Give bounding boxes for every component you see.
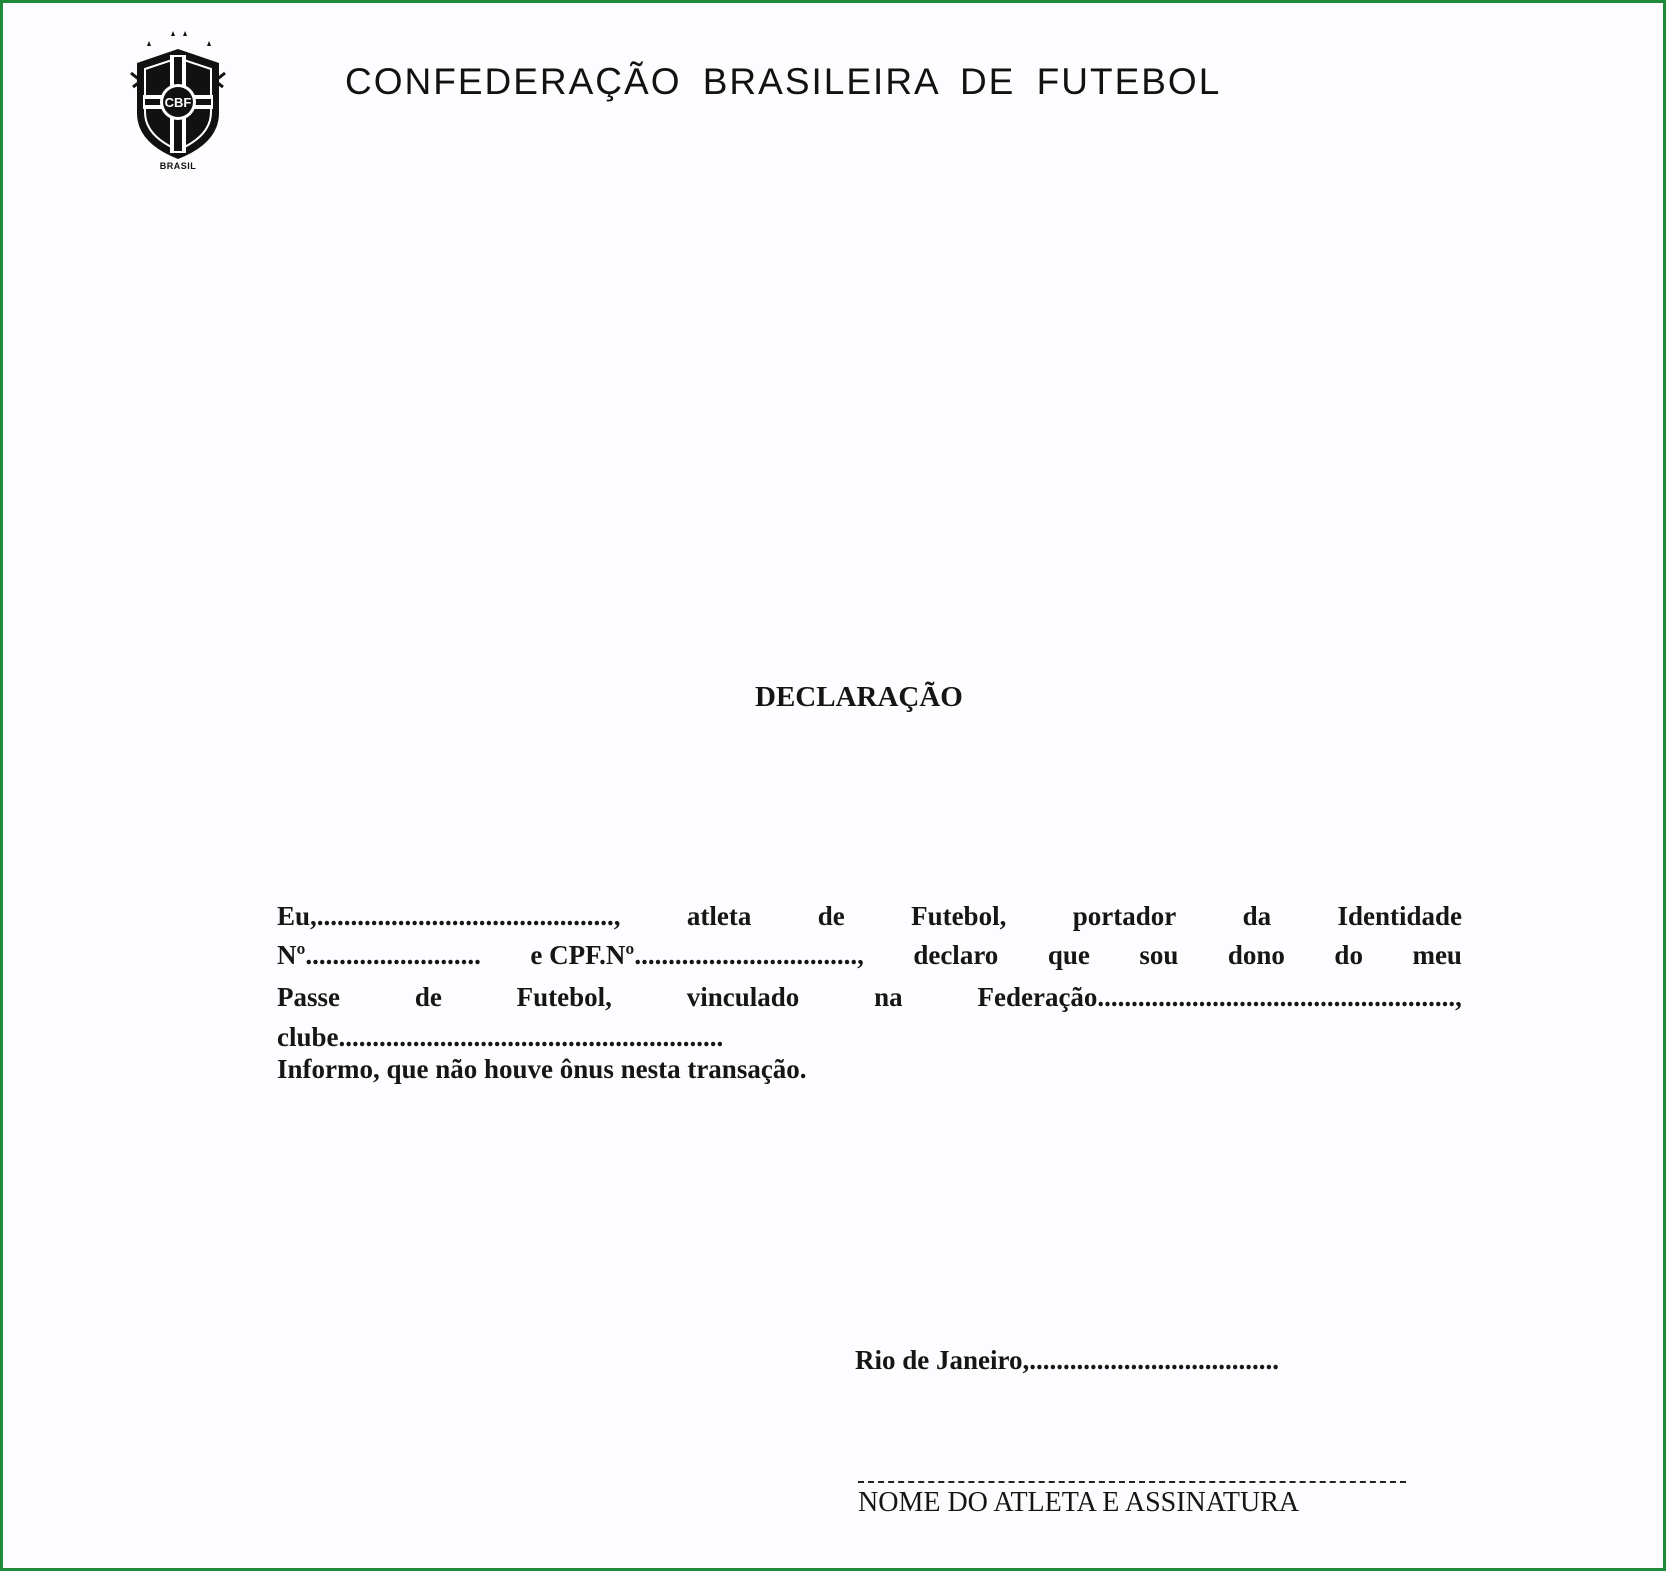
line2-word: sou [1139, 940, 1179, 970]
declaration-line-1 [277, 900, 1462, 932]
line3-word: na [874, 982, 903, 1012]
line1-word: atleta [686, 901, 752, 931]
line1-word: de [817, 901, 845, 931]
signature-label: NOME DO ATLETA E ASSINATURA [858, 1487, 1300, 1518]
line3-word: Futebol, [516, 982, 612, 1012]
line3-word: Passe [277, 982, 340, 1012]
declaration-line-4: clube......................................................... [277, 1022, 724, 1052]
line1-word: Identidade [1337, 901, 1462, 931]
line1-word: da [1242, 901, 1272, 931]
line2-word: e CPF.Nº................................., [530, 940, 864, 970]
declaration-line-2 [277, 939, 1462, 971]
organization-title: CONFEDERAÇÃO BRASILEIRA DE FUTEBOL [345, 61, 1222, 102]
line3-word: Federação....................................................., [977, 982, 1462, 1012]
line2-word: dono [1227, 940, 1285, 970]
logo-text: CBF [164, 95, 192, 110]
line1-word: Futebol, [911, 901, 1007, 931]
line3-word: vinculado [686, 982, 800, 1012]
line2-word: do [1334, 940, 1363, 970]
declaration-line-3 [277, 981, 1462, 1013]
line1-word: Eu,............................................, [277, 901, 621, 931]
cbf-logo [127, 25, 229, 180]
cbf-crest-icon [127, 25, 229, 180]
line1-word: portador [1072, 901, 1177, 931]
line2-word: Nº.......................... [277, 940, 481, 970]
signature-line [858, 1481, 1406, 1483]
line2-word: declaro [913, 940, 999, 970]
document-title: DECLARAÇÃO [755, 681, 963, 713]
logo-caption: BRASIL [159, 161, 197, 171]
declaration-line-5: Informo, que não houve ônus nesta transação. [277, 1054, 807, 1084]
line2-word: meu [1412, 940, 1462, 970]
line3-word: de [414, 982, 442, 1012]
place-date-field: Rio de Janeiro,..................................... [855, 1345, 1279, 1375]
line2-word: que [1047, 940, 1090, 970]
